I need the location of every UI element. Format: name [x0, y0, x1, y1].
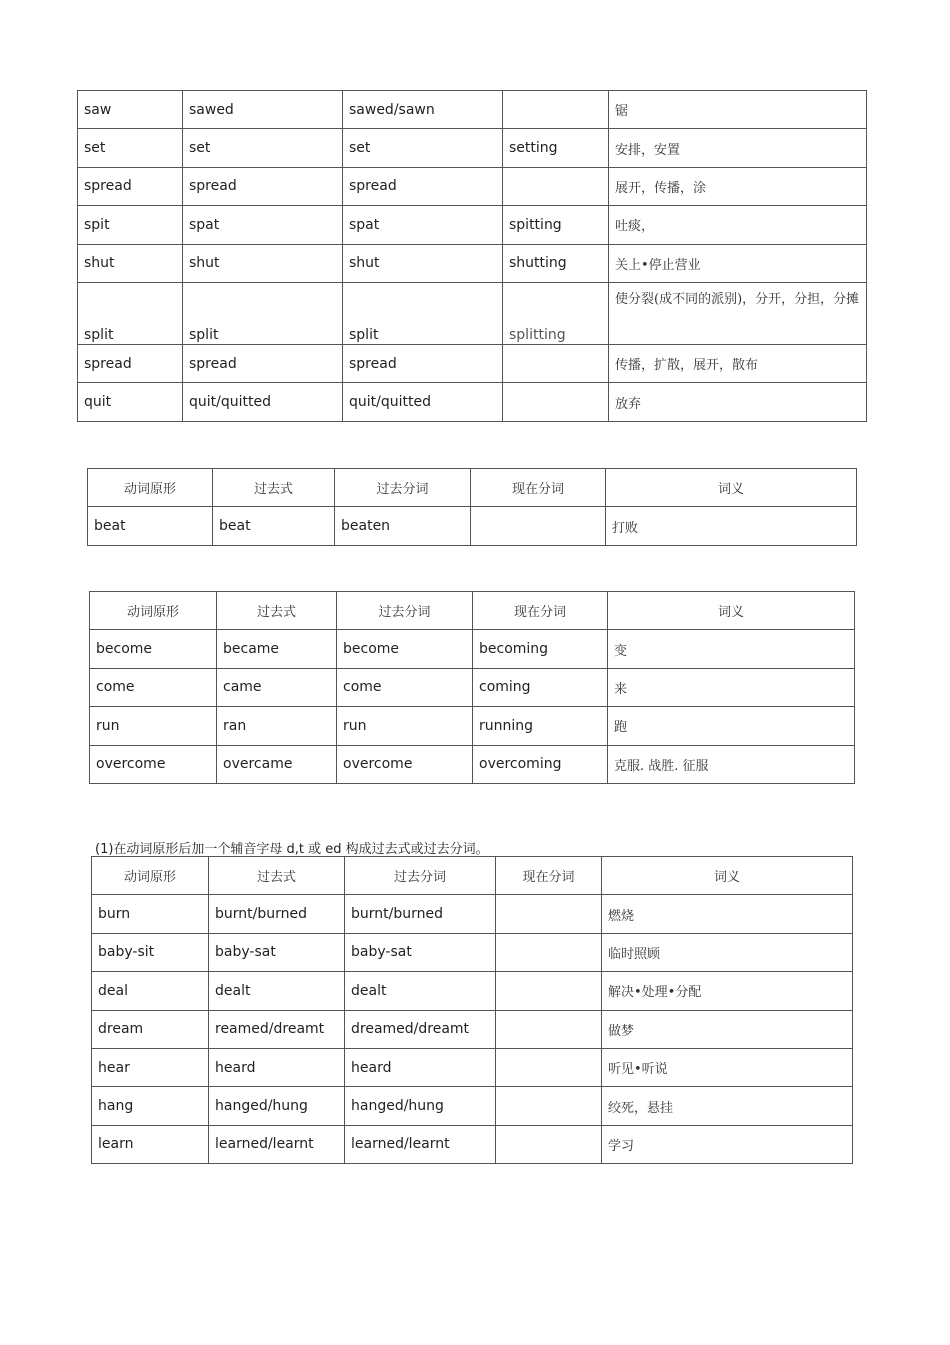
table-row	[78, 206, 867, 244]
table-row	[92, 1010, 853, 1048]
table-row	[92, 895, 853, 933]
present-participle-cell	[496, 1010, 602, 1048]
past-participle-cell: spat	[343, 206, 503, 244]
present-participle-cell: splitting	[503, 282, 609, 344]
header-present-participle: 现在分词	[473, 592, 608, 630]
past-tense-cell: beat	[213, 507, 335, 545]
past-tense-cell: ran	[217, 707, 337, 745]
past-participle-cell: burnt/burned	[345, 895, 496, 933]
base-form-cell: spread	[78, 167, 183, 205]
present-participle-cell: overcoming	[473, 745, 608, 783]
past-tense-cell: split	[183, 282, 343, 344]
past-participle-cell: overcome	[337, 745, 473, 783]
past-participle-cell: learned/learnt	[345, 1125, 496, 1163]
past-participle-cell: spread	[343, 167, 503, 205]
past-tense-cell: overcame	[217, 745, 337, 783]
past-participle-cell: come	[337, 668, 473, 706]
base-form-cell: dream	[92, 1010, 209, 1048]
table-row	[92, 1048, 853, 1086]
meaning-cell: 锯	[609, 91, 867, 129]
present-participle-cell	[503, 344, 609, 382]
present-participle-cell	[503, 383, 609, 421]
meaning-cell: 安排，安置	[609, 129, 867, 167]
present-participle-cell	[496, 1048, 602, 1086]
past-tense-cell: baby-sat	[209, 933, 345, 971]
present-participle-cell: setting	[503, 129, 609, 167]
header-meaning: 词义	[608, 592, 855, 630]
header-past-participle: 过去分词	[335, 469, 471, 507]
table-row	[78, 91, 867, 129]
meaning-cell: 放弃	[609, 383, 867, 421]
meaning-cell: 变	[608, 630, 855, 668]
past-tense-cell: burnt/burned	[209, 895, 345, 933]
present-participle-cell: spitting	[503, 206, 609, 244]
past-tense-cell: spread	[183, 344, 343, 382]
present-participle-cell: shutting	[503, 244, 609, 282]
base-form-cell: spread	[78, 344, 183, 382]
meaning-cell: 使分裂(成不同的派别)，分开，分担，分摊	[609, 282, 867, 344]
past-tense-cell: spat	[183, 206, 343, 244]
table-row	[78, 129, 867, 167]
past-tense-cell: sawed	[183, 91, 343, 129]
present-participle-cell	[496, 1087, 602, 1125]
table-row	[92, 972, 853, 1010]
header-past-tense: 过去式	[209, 857, 345, 895]
meaning-cell: 临时照顾	[602, 933, 853, 971]
past-tense-cell: shut	[183, 244, 343, 282]
meaning-cell: 绞死，悬挂	[602, 1087, 853, 1125]
past-tense-cell: set	[183, 129, 343, 167]
past-participle-cell: hanged/hung	[345, 1087, 496, 1125]
meaning-cell: 来	[608, 668, 855, 706]
present-participle-cell	[503, 91, 609, 129]
table-row	[92, 933, 853, 971]
present-participle-cell	[496, 972, 602, 1010]
past-participle-cell: spread	[343, 344, 503, 382]
meaning-cell: 关上•停止营业	[609, 244, 867, 282]
past-participle-cell: split	[343, 282, 503, 344]
meaning-cell: 展开，传播，涂	[609, 167, 867, 205]
verb-table-2	[87, 468, 857, 546]
meaning-cell: 吐痰，	[609, 206, 867, 244]
table-row	[78, 282, 867, 344]
meaning-cell: 做梦	[602, 1010, 853, 1048]
meaning-cell: 学习	[602, 1125, 853, 1163]
base-form-cell: saw	[78, 91, 183, 129]
header-meaning: 词义	[602, 857, 853, 895]
past-participle-cell: baby-sat	[345, 933, 496, 971]
table-header-row	[90, 592, 855, 630]
table-row	[90, 630, 855, 668]
base-form-cell: spit	[78, 206, 183, 244]
meaning-cell: 解决•处理•分配	[602, 972, 853, 1010]
past-participle-cell: beaten	[335, 507, 471, 545]
header-past-tense: 过去式	[217, 592, 337, 630]
base-form-cell: run	[90, 707, 217, 745]
base-form-cell: split	[78, 282, 183, 344]
table-row	[90, 707, 855, 745]
verb-table-3	[89, 591, 855, 784]
past-participle-cell: sawed/sawn	[343, 91, 503, 129]
table-row	[90, 668, 855, 706]
meaning-cell: 打败	[606, 507, 857, 545]
meaning-cell: 燃烧	[602, 895, 853, 933]
table-row	[92, 1125, 853, 1163]
past-tense-cell: spread	[183, 167, 343, 205]
table-row	[88, 507, 857, 545]
base-form-cell: come	[90, 668, 217, 706]
past-participle-cell: shut	[343, 244, 503, 282]
past-tense-cell: became	[217, 630, 337, 668]
header-present-participle: 现在分词	[471, 469, 606, 507]
base-form-cell: baby-sit	[92, 933, 209, 971]
past-tense-cell: hanged/hung	[209, 1087, 345, 1125]
past-tense-cell: reamed/dreamt	[209, 1010, 345, 1048]
base-form-cell: quit	[78, 383, 183, 421]
past-tense-cell: quit/quitted	[183, 383, 343, 421]
header-past-tense: 过去式	[213, 469, 335, 507]
table-row	[90, 745, 855, 783]
present-participle-cell: coming	[473, 668, 608, 706]
past-participle-cell: dreamed/dreamt	[345, 1010, 496, 1048]
header-base-form: 动词原形	[92, 857, 209, 895]
meaning-cell: 听见•听说	[602, 1048, 853, 1086]
past-participle-cell: quit/quitted	[343, 383, 503, 421]
base-form-cell: beat	[88, 507, 213, 545]
present-participle-cell	[496, 1125, 602, 1163]
rule-note: (1)在动词原形后加一个辅音字母 d,t 或 ed 构成过去式或过去分词。	[95, 842, 489, 857]
header-base-form: 动词原形	[88, 469, 213, 507]
present-participle-cell	[496, 933, 602, 971]
past-tense-cell: learned/learnt	[209, 1125, 345, 1163]
header-meaning: 词义	[606, 469, 857, 507]
meaning-cell: 跑	[608, 707, 855, 745]
header-present-participle: 现在分词	[496, 857, 602, 895]
header-base-form: 动词原形	[90, 592, 217, 630]
base-form-cell: learn	[92, 1125, 209, 1163]
table-header-row	[88, 469, 857, 507]
base-form-cell: hang	[92, 1087, 209, 1125]
header-past-participle: 过去分词	[345, 857, 496, 895]
present-participle-cell	[471, 507, 606, 545]
past-participle-cell: run	[337, 707, 473, 745]
base-form-cell: overcome	[90, 745, 217, 783]
table-row	[78, 344, 867, 382]
past-participle-cell: set	[343, 129, 503, 167]
header-past-participle: 过去分词	[337, 592, 473, 630]
table-row	[92, 1087, 853, 1125]
present-participle-cell	[503, 167, 609, 205]
base-form-cell: shut	[78, 244, 183, 282]
past-participle-cell: heard	[345, 1048, 496, 1086]
verb-table-1	[77, 90, 867, 422]
base-form-cell: set	[78, 129, 183, 167]
base-form-cell: become	[90, 630, 217, 668]
base-form-cell: burn	[92, 895, 209, 933]
table-row	[78, 244, 867, 282]
past-participle-cell: dealt	[345, 972, 496, 1010]
verb-table-4	[91, 856, 853, 1164]
past-tense-cell: dealt	[209, 972, 345, 1010]
table-row	[78, 167, 867, 205]
meaning-cell: 传播，扩散，展开，散布	[609, 344, 867, 382]
table-row	[78, 383, 867, 421]
table-header-row	[92, 857, 853, 895]
base-form-cell: hear	[92, 1048, 209, 1086]
base-form-cell: deal	[92, 972, 209, 1010]
past-tense-cell: came	[217, 668, 337, 706]
present-participle-cell	[496, 895, 602, 933]
past-participle-cell: become	[337, 630, 473, 668]
present-participle-cell: becoming	[473, 630, 608, 668]
past-tense-cell: heard	[209, 1048, 345, 1086]
meaning-cell: 克服. 战胜. 征服	[608, 745, 855, 783]
present-participle-cell: running	[473, 707, 608, 745]
